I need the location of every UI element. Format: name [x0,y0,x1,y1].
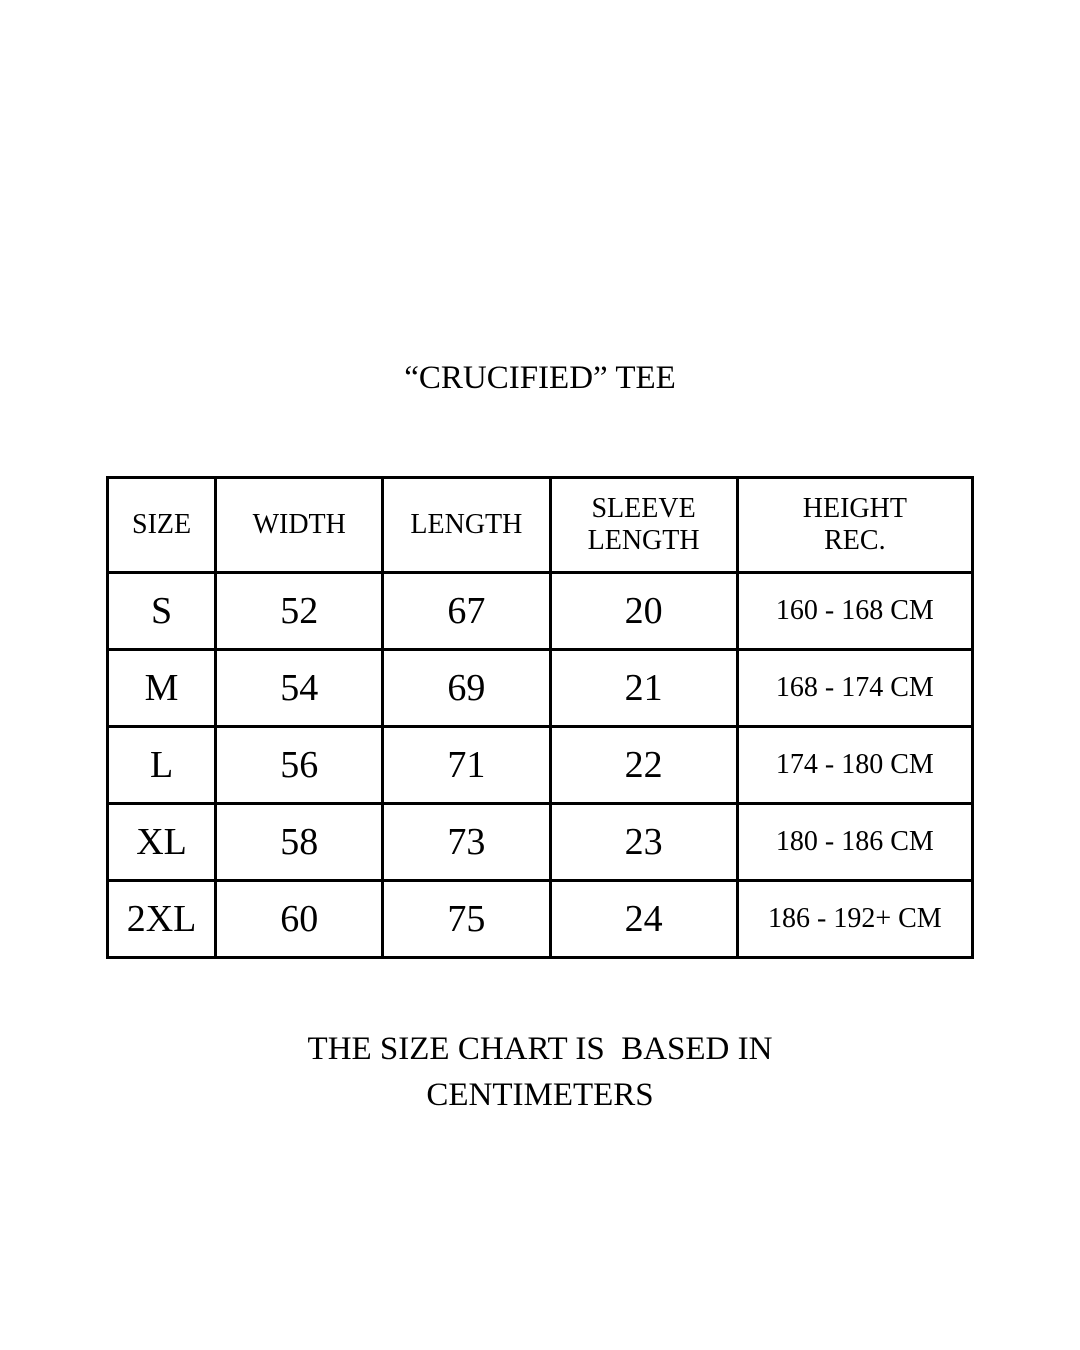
header-width: WIDTH [216,478,383,573]
footer-note-line2: CENTIMETERS [426,1077,654,1113]
header-sleeve-line1: SLEEVE [591,493,696,524]
table-row [108,650,973,727]
cell-sleeve-length: 24 [550,881,737,958]
header-height-line1: HEIGHT [802,493,907,524]
footer-note-line1: THE SIZE CHART IS BASED IN [307,1031,773,1067]
cell-size: XL [108,804,216,881]
header-sleeve-line2: LENGTH [587,525,700,556]
header-height-line2: REC. [824,525,886,556]
page-title: “CRUCIFIED” TEE [404,360,676,396]
cell-height-rec: 186 - 192+ CM [737,881,972,958]
cell-width: 54 [216,650,383,727]
cell-size: 2XL [108,881,216,958]
cell-width: 56 [216,727,383,804]
cell-width: 58 [216,804,383,881]
header-sleeve-length [550,478,737,573]
cell-length: 69 [383,650,550,727]
cell-height-rec: 180 - 186 CM [737,804,972,881]
table-row [108,804,973,881]
cell-size: L [108,727,216,804]
table-header-row [108,478,973,573]
header-size: SIZE [108,478,216,573]
cell-size: M [108,650,216,727]
cell-sleeve-length: 23 [550,804,737,881]
cell-length: 73 [383,804,550,881]
cell-width: 60 [216,881,383,958]
cell-size: S [108,573,216,650]
footer-note [0,1026,1080,1118]
cell-sleeve-length: 21 [550,650,737,727]
cell-height-rec: 160 - 168 CM [737,573,972,650]
table-row [108,881,973,958]
table-row [108,727,973,804]
cell-height-rec: 168 - 174 CM [737,650,972,727]
table-row [108,573,973,650]
cell-length: 67 [383,573,550,650]
cell-length: 75 [383,881,550,958]
size-chart-table [106,476,974,959]
header-height-rec [737,478,972,573]
cell-length: 71 [383,727,550,804]
cell-width: 52 [216,573,383,650]
cell-sleeve-length: 22 [550,727,737,804]
cell-height-rec: 174 - 180 CM [737,727,972,804]
cell-sleeve-length: 20 [550,573,737,650]
header-length: LENGTH [383,478,550,573]
